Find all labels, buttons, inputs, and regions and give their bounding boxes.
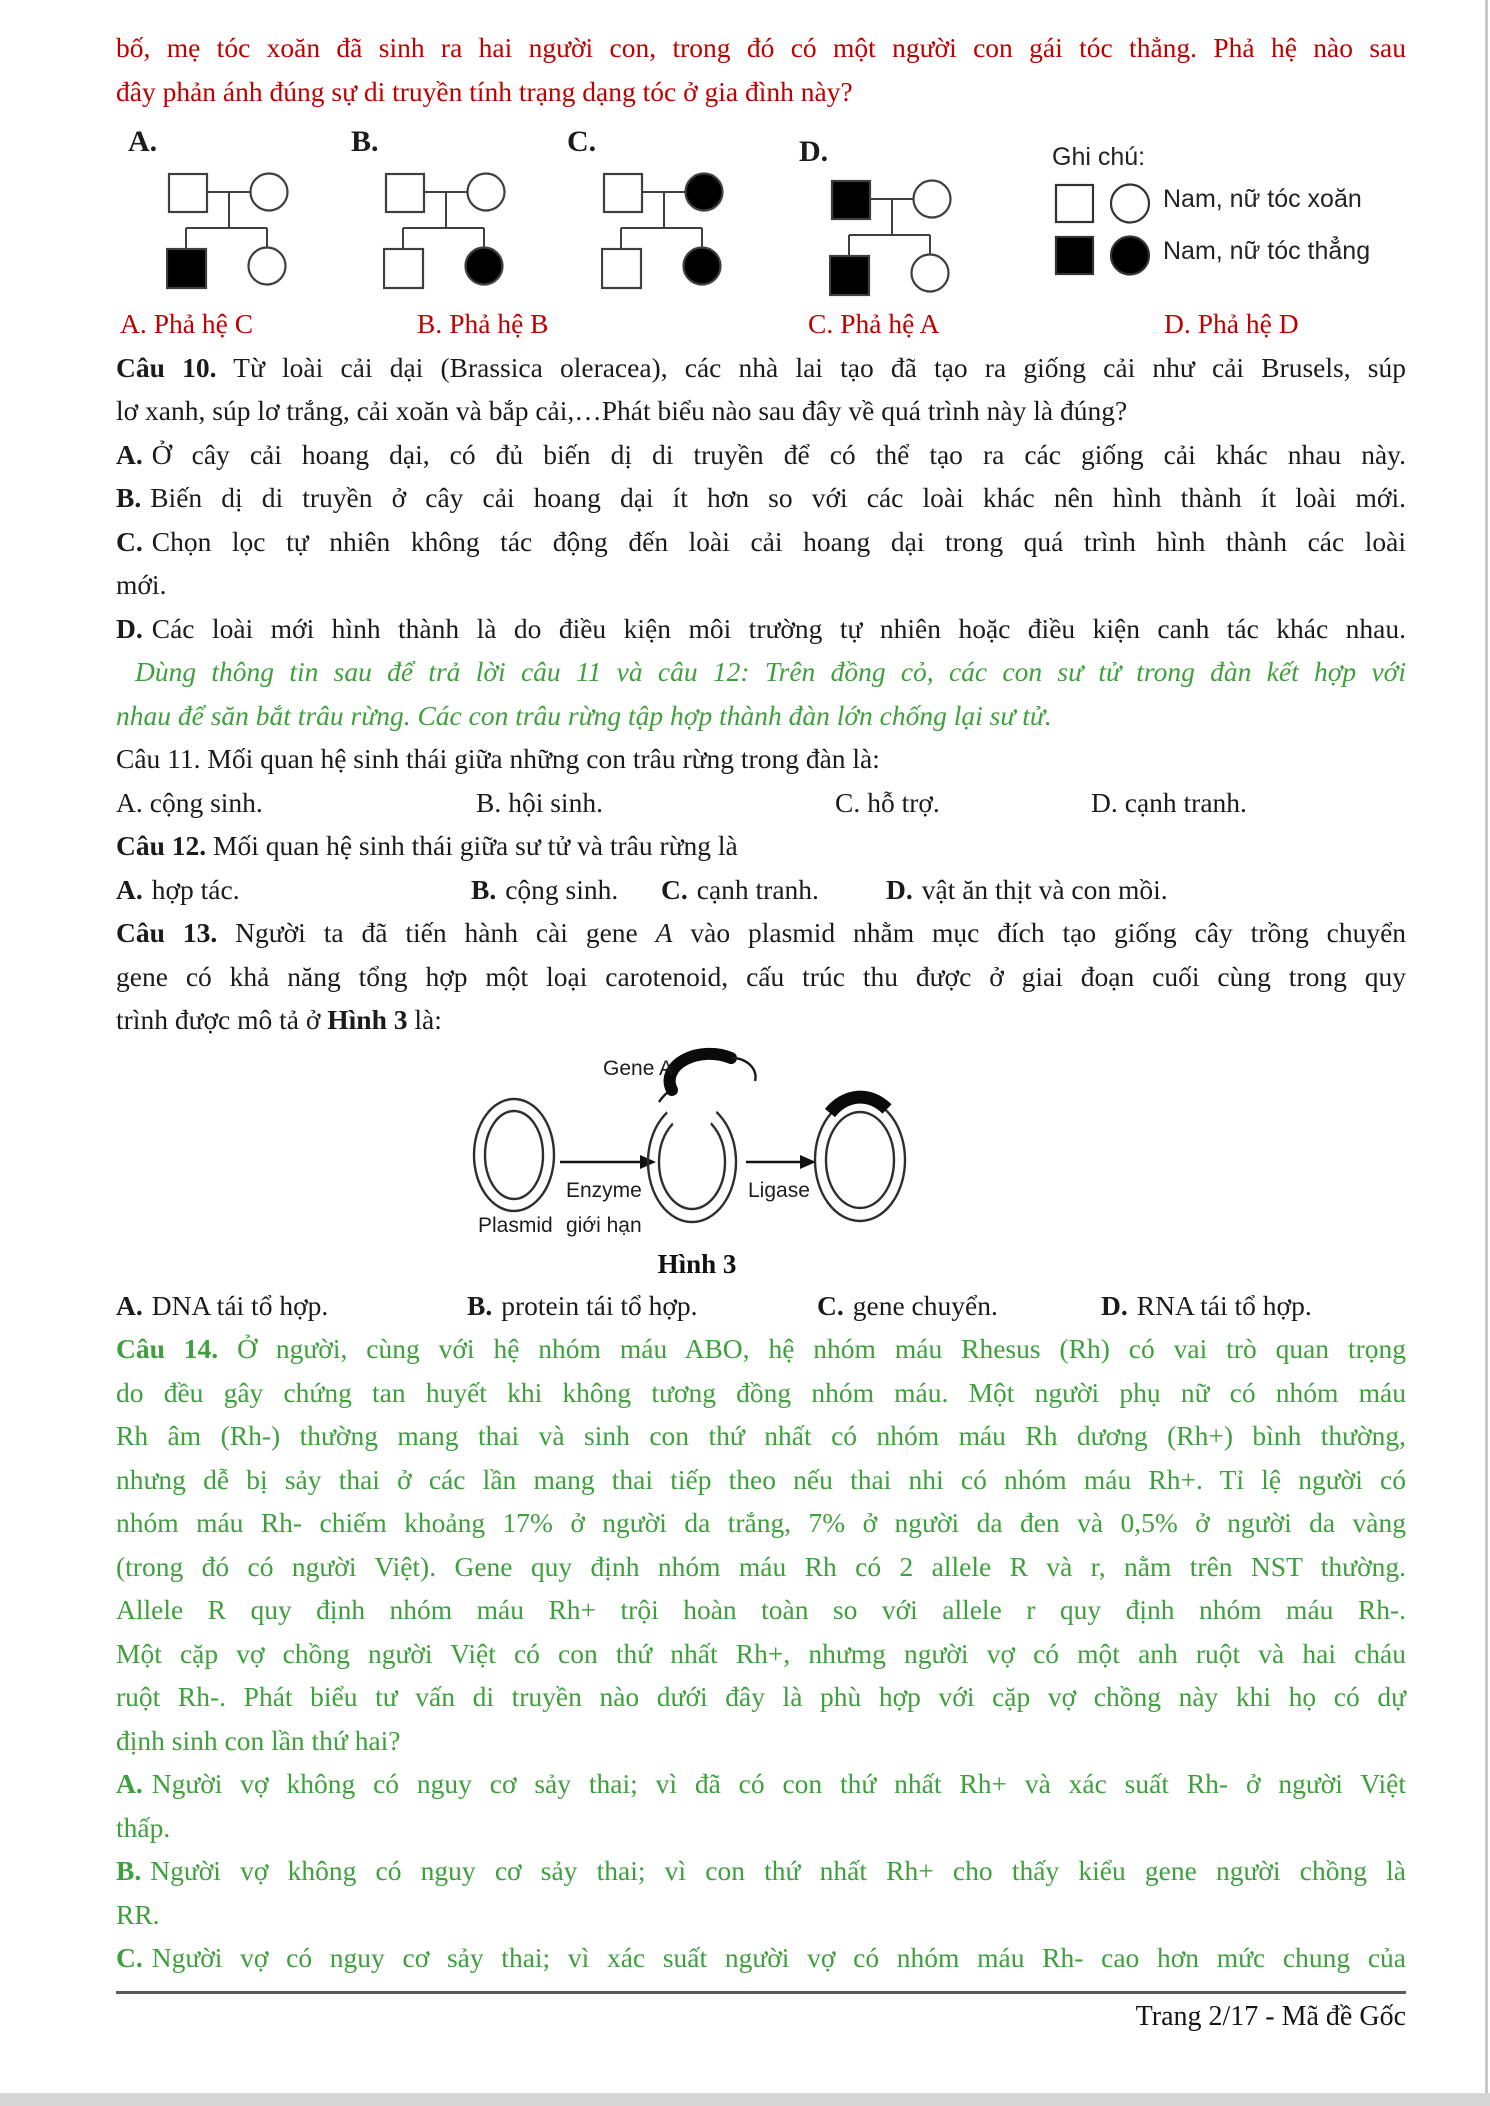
q9-intro-line2: đây phản ánh đúng sự di truyền tính trạng dạng tóc ở gia đình này? [116,75,853,107]
q14-text-line4: nhưng dễ bị sảy thai ở các lần mang thai tiếp theo nếu thai nhi có nhóm máu Rh+. Tỉ lệ người có [116,1463,1406,1495]
pedigree-c-mother [686,174,723,211]
pedigree-a-mother [251,174,288,211]
pedigree-c-son [602,249,641,288]
page-edge-right [1485,0,1488,2106]
legend-male-curly-square [1056,185,1093,222]
legend-row-curly [1052,177,1406,229]
ligase-label: Ligase [748,1178,810,1202]
footer-divider [116,1991,1406,1994]
pedigree-a-father [169,174,207,212]
pedigree-d-father [832,181,870,219]
q13-text-line1: Câu 13. Người ta đã tiến hành cài gene A vào plasmid nhằm mục đích tạo giống cây trồng chuyển [116,917,1407,948]
pedigree-b-diagram [383,170,515,294]
q10-option-c-line2: mới. [116,569,167,600]
q14-text-line9: ruột Rh-. Phát biểu tư vấn di truyền nào dưới đây là phù hợp với cặp vợ chồng này khi họ có dự [116,1681,1406,1712]
legend-female-straight-circle [1111,237,1149,275]
pedigree-b-daughter [466,248,503,285]
q14-option-a-line2: thấp. [116,1811,171,1843]
q9-option-a: A. Phả hệ C [120,308,254,339]
pedigree-a-diagram [166,170,298,294]
pedigree-d-diagram [829,177,961,301]
q14-text-line2: do đều gây chứng tan huyết khi không tương đồng nhóm máu. Một người phụ nữ có nhóm máu [116,1376,1406,1408]
q14-text-line8: Một cặp vợ chồng người Việt có con thứ nhất Rh+, nhưmg người vợ có một anh ruột và hai cháu [116,1637,1406,1669]
q13-option-d: D. RNA tái tổ hợp. [1101,1289,1312,1321]
q12-option-c: C. cạnh tranh. [661,873,819,905]
q10-text-line2: lơ xanh, súp lơ trắng, cải xoăn và bắp cải,…Phát biểu nào sau đây về quá trình này là đúng? [116,395,1128,426]
q14-text-line10: định sinh con lần thứ hai? [116,1724,401,1756]
pedigree-d-mother [914,181,951,218]
q9-option-c: C. Phả hệ A [808,308,940,339]
q11-text: Câu 11. Mối quan hệ sinh thái giữa những con trâu rừng trong đàn là: [116,743,880,774]
page-content [116,26,1406,1980]
q14-text-line7: Allele R quy định nhóm máu Rh+ trội hoàn toàn so với allele r quy định nhóm máu Rh-. [116,1594,1406,1625]
pedigree-a-son [167,249,206,288]
q9-option-d: D. Phả hệ D [1164,308,1299,339]
q12-text: Câu 12. Mối quan hệ sinh thái giữa sư tử và trâu rừng là [116,830,738,861]
pedigree-a-label: A. [128,125,158,158]
q11-options-row [116,781,1406,825]
recombinant-plasmid [815,1097,905,1221]
cut-plasmid [648,1084,736,1222]
plasmid-inner-ring [485,1111,543,1199]
enzyme-label-line1: Enzyme [566,1178,642,1202]
pedigree-c-father [604,174,642,212]
pedigree-d-label: D. [799,135,829,168]
info-q11-q12-line2: nhau để săn bắt trâu rừng. Các con trâu rừng tập hợp thành đàn lớn chống lại sư tử. [116,699,1052,731]
pedigree-a-daughter [249,248,286,285]
pedigree-d-daughter [912,255,949,292]
q9-intro-line1: bố, mẹ tóc xoăn đã sinh ra hai người con, trong đó có một người con gái tóc thẳng. Phả hệ nào sau [116,32,1406,63]
pedigree-d-son [830,256,869,295]
page-number: Trang 2/17 - Mã đề Gốc [1135,2001,1406,2032]
legend-male-straight-square [1056,237,1093,274]
q14-option-b-line2: RR. [116,1898,160,1930]
pedigree-c-diagram [601,170,733,294]
ligase-arrowhead-icon [800,1155,816,1169]
q9-options-row [116,302,1406,346]
legend-row-straight [1052,229,1406,281]
q13-option-a: A. DNA tái tổ hợp. [116,1289,329,1321]
figure-caption: Hình 3 [657,1248,737,1279]
legend-female-curly-circle [1111,185,1149,223]
q13-text-line3: trình được mô tả ở Hình 3 là: [116,1004,442,1035]
q11-option-a: A. cộng sinh. [116,786,263,818]
q12-options-row [116,868,1406,912]
q11-option-b: B. hội sinh. [476,786,603,818]
pedigree-c-daughter [684,248,721,285]
q10-text-line1: Câu 10. Từ loài cải dại (Brassica oleracea), các nhà lai tạo đã tạo ra giống cải như cải Brusels, súp [116,351,1406,383]
pedigree-b-father [386,174,424,212]
pedigree-b-label: B. [351,125,379,158]
q13-text-line2: gene có khả năng tổng hợp một loại carotenoid, cấu trúc thu được ở giai đoạn cuối cùng trong quy [116,960,1406,992]
q13-option-c: C. gene chuyển. [817,1289,998,1321]
legend-curly-label: Nam, nữ tóc xoăn [1163,185,1362,213]
q14-option-a-line1: A. Người vợ không có nguy cơ sảy thai; vì đã có con thứ nhất Rh+ và xác suất Rh- ở người Việt [116,1768,1406,1799]
plasmid-cloning-diagram [460,1042,920,1284]
q14-option-c-line1: C. Người vợ có nguy cơ sảy thai; vì xác suất người vợ có nhóm máu Rh- cao hơn mức chung của [116,1942,1406,1973]
q14-text-line1: Câu 14. Ở người, cùng với hệ nhóm máu ABO, hệ nhóm máu Rhesus (Rh) có vai trò quan trọng [116,1333,1407,1364]
legend-straight-symbols [1054,234,1164,278]
q11-option-d: D. cạnh tranh. [1091,786,1247,818]
q12-option-b: B. cộng sinh. [471,873,619,905]
q14-text-line3: Rh âm (Rh-) thường mang thai và sinh con thứ nhất có nhóm máu Rh dương (Rh+) bình thường, [116,1420,1406,1451]
enzyme-label-line2: giới hạn [566,1213,642,1237]
q10-option-b: B. Biến dị di truyền ở cây cải hoang dại ít hơn so với các loài khác nên hình thành ít loài mới. [116,482,1406,513]
q12-option-a: A. hợp tác. [116,873,240,905]
pedigree-c-label: C. [567,125,597,158]
pedigree-b-mother [468,174,505,211]
q13-option-b: B. protein tái tổ hợp. [467,1289,698,1321]
q12-option-d: D. vật ăn thịt và con mồi. [886,873,1168,905]
q9-option-b: B. Phả hệ B [417,308,549,339]
q13-options-row [116,1284,1406,1328]
pedigree-row [116,113,1406,302]
plasmid-label: Plasmid [478,1213,553,1237]
gene-a-label: Gene A [603,1056,674,1080]
figure-hinh-3 [116,1042,1406,1284]
pedigree-b-son [384,249,423,288]
pedigree-legend [1052,143,1406,281]
q14-text-line5: nhóm máu Rh- chiếm khoảng 17% ở người da trắng, 7% ở người da đen và 0,5% ở người da vàng [116,1507,1406,1538]
q14-text-line6: (trong đó có người Việt). Gene quy định nhóm máu Rh có 2 allele R và r, nằm trên NST thường. [116,1550,1406,1582]
legend-title: Ghi chú: [1052,143,1146,171]
info-q11-q12-line1: Dùng thông tin sau để trả lời câu 11 và câu 12: Trên đồng cỏ, các con sư tử trong đàn kết hợp với [135,656,1406,687]
legend-curly-symbols [1054,182,1164,226]
page-edge-bottom [0,2093,1490,2106]
q10-option-d: D. Các loài mới hình thành là do điều kiện môi trường tự nhiên hoặc điều kiện canh tác khác nhau. [116,612,1406,644]
q10-option-a: A. Ở cây cải hoang dại, có đủ biến dị di truyền để có thể tạo ra các giống cải khác nhau này. [116,438,1406,470]
q10-option-c-line1: C. Chọn lọc tự nhiên không tác động đến loài cải hoang dại trong quá trình hình thành các loài [116,525,1406,557]
legend-straight-label: Nam, nữ tóc thẳng [1163,237,1371,265]
q11-option-c: C. hỗ trợ. [835,786,940,818]
q14-option-b-line1: B. Người vợ không có nguy cơ sảy thai; vì con thứ nhất Rh+ cho thấy kiểu gene người chồng là [116,1855,1406,1886]
